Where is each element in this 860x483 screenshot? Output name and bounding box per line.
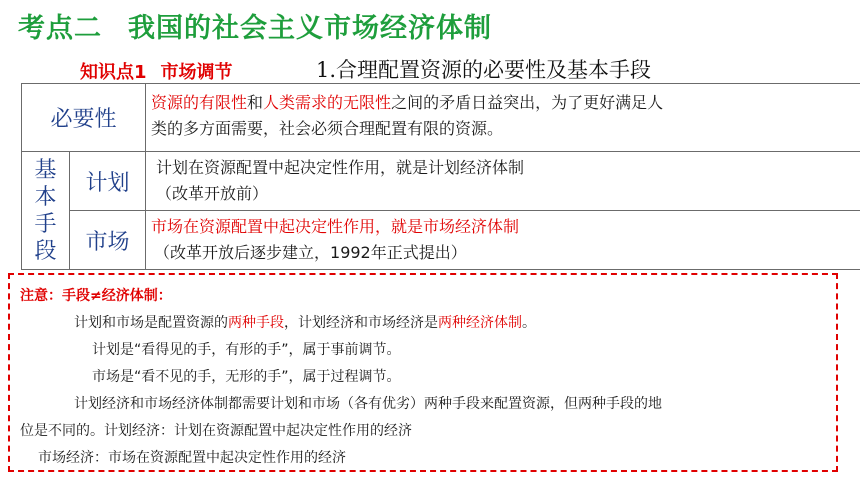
market-line-1: 市场在资源配置中起决定性作用，就是市场经济体制 (151, 217, 520, 236)
necessity-line-1 (146, 90, 860, 116)
two-means-highlight: 两种手段 (228, 315, 284, 331)
plan-label: 计划 (70, 152, 146, 211)
necessity-label: 必要性 (22, 84, 146, 152)
knowledge-point-label: 知识点1 (80, 62, 147, 83)
section-number: 考点二 (18, 13, 102, 44)
necessity-rest-text: 之间的矛盾日益突出，为了更好满足人 (391, 92, 664, 112)
subtitle: 1.合理配置资源的必要性及基本手段 (316, 58, 652, 82)
market-content (146, 211, 860, 270)
content-table (21, 83, 860, 270)
basic-means-label: 基 本 手 段 (22, 152, 70, 270)
note-line-3: 市场是“看不见的手，无形的手”，属于过程调节。 (92, 369, 401, 385)
plan-row (22, 152, 860, 211)
note-line-4: 计划经济和市场经济体制都需要计划和市场（各有优劣）两种手段来配置资源，但两种手段的地 (74, 396, 662, 412)
knowledge-point (80, 58, 233, 84)
knowledge-point-topic: 市场调节 (160, 62, 233, 83)
market-row (22, 211, 860, 270)
plan-line-1: 计划在资源配置中起决定性作用，就是计划经济体制 (156, 158, 525, 177)
note-line-2: 计划是“看得见的手，有形的手”，属于事前调节。 (92, 342, 401, 358)
market-line-2: （改革开放后逐步建立，1992年正式提出） (154, 243, 467, 262)
conjunction-text: 和 (247, 92, 264, 112)
necessity-row (22, 84, 860, 152)
plan-line-2: （改革开放前） (156, 184, 269, 203)
note-line-1: 计划和市场是配置资源的两种手段，计划经济和市场经济是两种经济体制。 (74, 315, 536, 331)
section-title (18, 6, 492, 45)
market-label: 市场 (70, 211, 146, 270)
necessity-content (146, 84, 860, 152)
note-line-6: 市场经济：市场在资源配置中起决定性作用的经济 (38, 450, 346, 466)
necessity-line-2: 类的多方面需要，社会必须合理配置有限的资源。 (151, 118, 504, 138)
two-systems-highlight: 两种经济体制 (438, 315, 522, 331)
note-line-5: 位是不同的。计划经济：计划在资源配置中起决定性作用的经济 (20, 423, 412, 439)
note-heading: 注意：手段≠经济体制： (20, 288, 172, 304)
section-heading: 我国的社会主义市场经济体制 (128, 13, 492, 44)
unlimited-needs-text: 人类需求的无限性 (263, 92, 392, 112)
plan-content (146, 152, 860, 211)
note-box (8, 273, 838, 472)
limited-resources-text: 资源的有限性 (151, 92, 248, 112)
